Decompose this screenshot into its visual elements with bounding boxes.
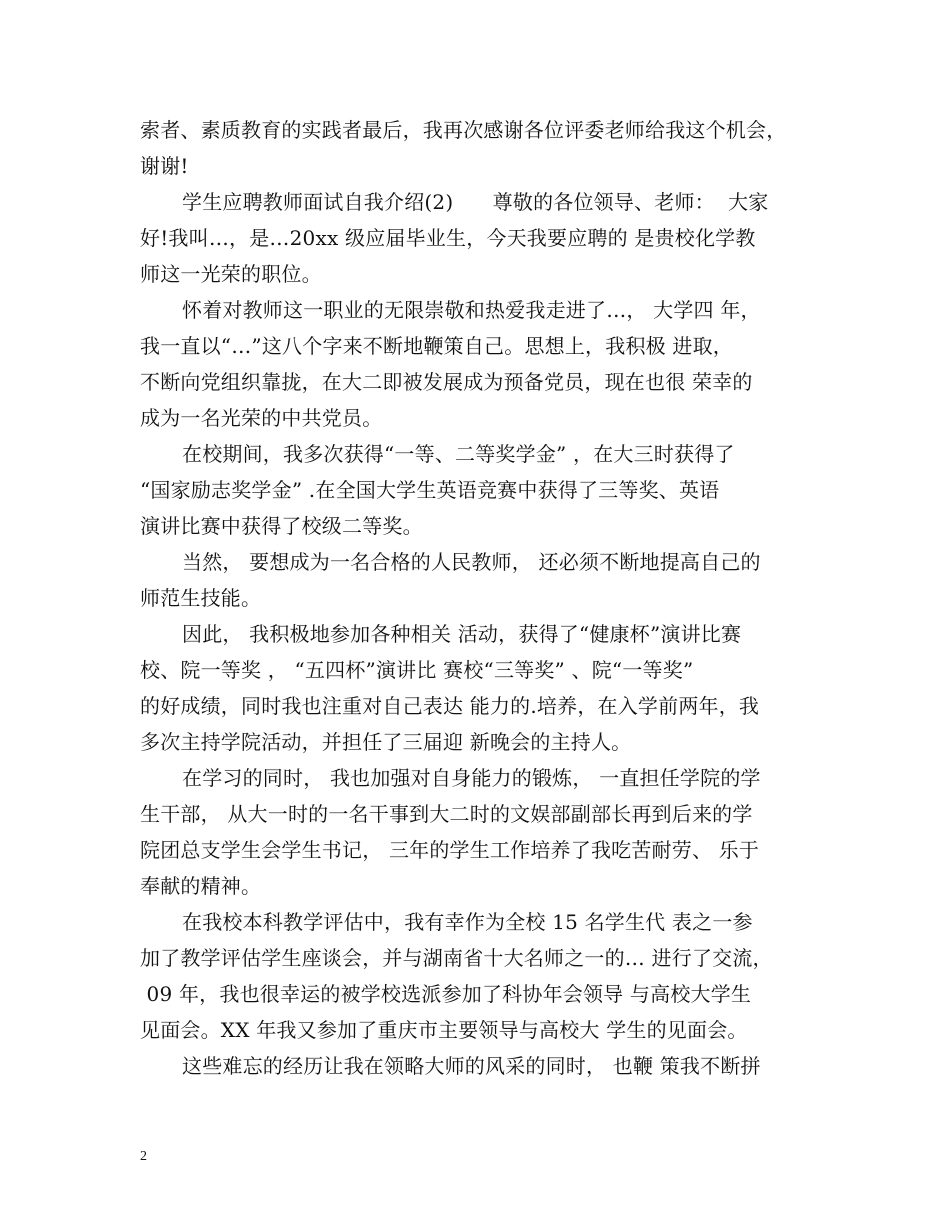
page-number: 2 <box>140 1149 147 1164</box>
text-line: 不断向党组织靠拢，在大二即被发展成为预备党员，现在也很 荣幸的 <box>140 370 753 394</box>
text-line: 演讲比赛中获得了校级二等奖。 <box>140 514 423 538</box>
text-line: 的好成绩，同时我也注重对自己表达 能力的.培养，在入学前两年，我 <box>140 694 760 718</box>
text-line: 院团总支学生会学生书记， 三年的学生工作培养了我吃苦耐劳、 乐于 <box>140 838 760 862</box>
text-line: 见面会。XX 年我又参加了重庆市主要领导与高校大 学生的见面会。 <box>140 1018 748 1042</box>
text-line: 多次主持学院活动，并担任了三届迎 新晚会的主持人。 <box>140 730 632 754</box>
text-line: 谢谢! <box>140 154 189 178</box>
text-line: 在学习的同时， 我也加强对自身能力的锻炼， 一直担任学院的学 <box>182 766 761 790</box>
text-line: 怀着对教师这一职业的无限崇敬和热爱我走进了…， 大学四 年， <box>182 298 761 322</box>
text-line: 当然， 要想成为一名合格的人民教师， 还必须不断地提高自己的 <box>182 550 761 574</box>
text-line: 师范生技能。 <box>140 586 262 610</box>
text-line: 因此， 我积极地参加各种相关 活动，获得了“健康杯”演讲比赛 <box>182 622 742 646</box>
text-line: 生干部， 从大一时的一名干事到大二时的文娱部副部长再到后来的学 <box>140 802 753 826</box>
text-line: 学生应聘教师面试自我介绍(2) 尊敬的各位领导、老师： 大家 <box>182 190 769 214</box>
text-line: 我一直以“…”这八个字来不断地鞭策自己。思想上，我积极 进取， <box>140 334 734 358</box>
text-line: 09 年，我也很幸运的被学校选派参加了科协年会领导 与高校大学生 <box>140 982 752 1006</box>
text-line: 在我校本科教学评估中，我有幸作为全校 15 名学生代 表之一参 <box>182 910 753 934</box>
text-line: 成为一名光荣的中共党员。 <box>140 406 383 430</box>
text-line: 索者、素质教育的实践者最后，我再次感谢各位评委老师给我这个机会， <box>140 118 787 142</box>
text-line: 在校期间，我多次获得“一等、二等奖学金” ，在大三时获得了 <box>182 442 735 466</box>
text-line: 校、院一等奖 ， “五四杯”演讲比 赛校“三等奖” 、院“一等奖” <box>140 658 694 682</box>
text-line: “国家励志奖学金” .在全国大学生英语竞赛中获得了三等奖、英语 <box>140 478 720 502</box>
text-line: 师这一光荣的职位。 <box>140 262 322 286</box>
text-line: 加了教学评估学生座谈会，并与湖南省十大名师之一的… 进行了交流， <box>140 946 773 970</box>
text-line: 奉献的精神。 <box>140 874 262 898</box>
text-line: 这些难忘的经历让我在领略大师的风采的同时， 也鞭 策我不断拼 <box>182 1054 761 1078</box>
text-line: 好!我叫…，是…20xx 级应届毕业生，今天我要应聘的 是贵校化学教 <box>140 226 756 250</box>
